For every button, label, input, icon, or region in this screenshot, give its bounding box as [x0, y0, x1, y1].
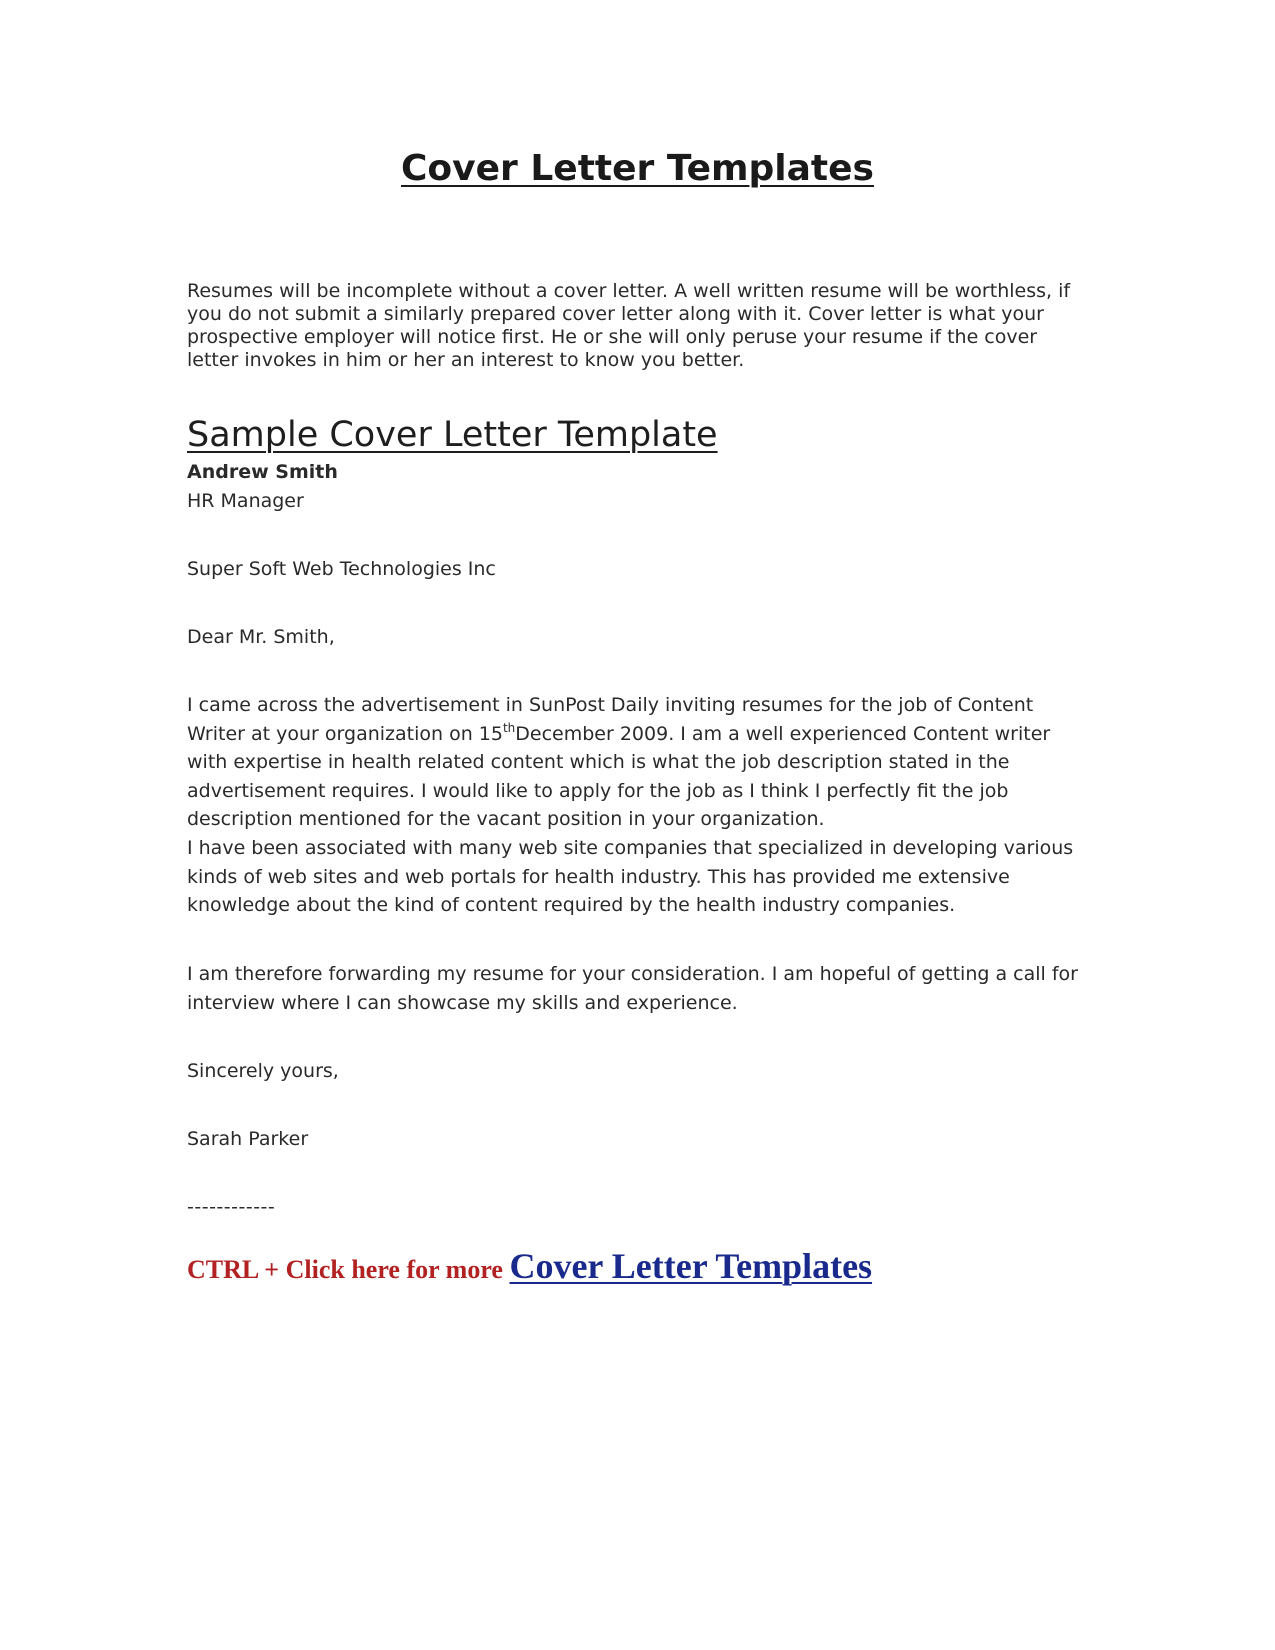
closing: Sincerely yours, [187, 1060, 339, 1082]
signature-name: Sarah Parker [187, 1128, 309, 1150]
intro-paragraph: Resumes will be incomplete without a cover letter. A well written resume will be worthless, if you do not submit a similarly prepared cover letter along with it. Cover letter is what your prospective employer will notice first. He or she will only peruse your resume if the cover letter invokes in him or her an interest to know you better. [187, 280, 1071, 371]
body-paragraph-2: I have been associated with many web site companies that specialized in developing various kinds of web sites and web portals for health industry. This has provided me extensive knowledge about the kind of content required by the health industry companies. [187, 837, 1074, 916]
recipient-title: HR Manager [187, 490, 304, 512]
body-paragraph-1-part1: I came across the advertisement in SunPost Daily inviting resumes for the job of Content Writer at your organization on 15 [187, 694, 1034, 745]
sample-heading: Sample Cover Letter Template [187, 415, 718, 455]
recipient-name: Andrew Smith [187, 461, 338, 483]
company-name: Super Soft Web Technologies Inc [187, 558, 496, 580]
cta-text: CTRL + Click here for more [187, 1255, 510, 1284]
page-title: Cover Letter Templates [401, 148, 874, 189]
salutation: Dear Mr. Smith, [187, 626, 335, 648]
call-to-action [187, 1245, 872, 1287]
cover-letter-templates-link[interactable]: Cover Letter Templates [509, 1246, 873, 1286]
date-ordinal-suffix: th [502, 720, 516, 735]
body-paragraph-3: I am therefore forwarding my resume for your consideration. I am hopeful of getting a call for interview where I can showcase my skills and experience. [187, 963, 1078, 1014]
dash-divider: ------------ [187, 1196, 276, 1218]
body-paragraph-1-part2: December 2009. I am a well experienced Content writer with expertise in health related content which is what the job description stated in the advertisement requires. I would like to apply for the job as I think I perfectly fit the job description mentioned for the vacant position in your organization. [187, 722, 1051, 830]
body-paragraph-1 [187, 691, 1087, 834]
